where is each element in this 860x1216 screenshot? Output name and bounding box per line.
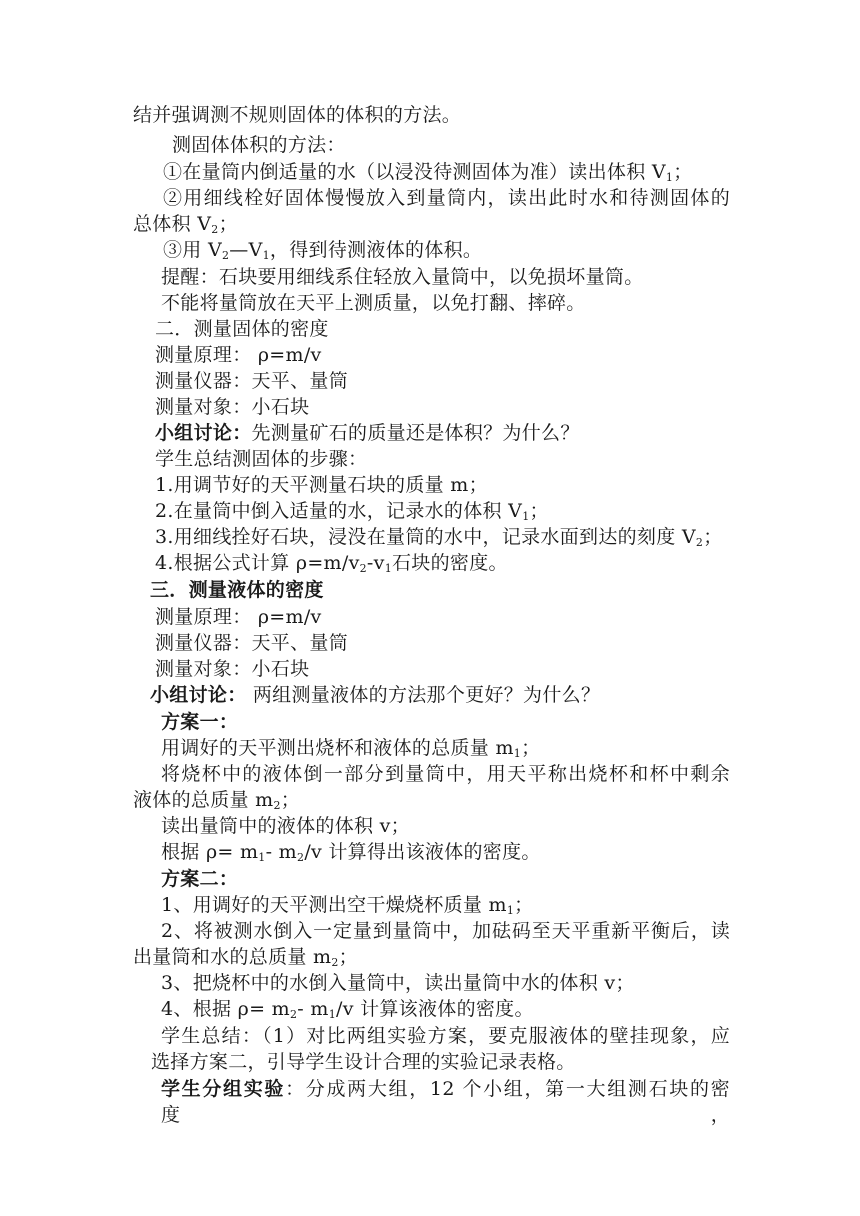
text-line [155,446,367,472]
text-segment: ，得到待测液体的体积。 [269,239,483,261]
text-segment: ； [280,789,301,811]
text-segment: ； [673,161,693,183]
text-line [161,996,534,1022]
text-segment: 1.用调节好的天平测量石块的质量 m； [155,474,488,496]
text-line [161,1023,730,1049]
text-line [155,524,723,550]
text-segment: 测固体体积的方法： [172,134,346,156]
subscript: 1 [522,510,530,523]
text-line [163,237,482,263]
text-segment: ②用细线栓好固体慢慢放入到量筒内，读出此时水和待测固体的 [163,187,730,209]
text-segment: /v 计算该液体的密度。 [336,998,534,1020]
text-segment: 不能将量筒放在天平上测质量，以免打翻、摔碎。 [161,292,586,314]
text-segment: 根据 ρ= m [161,841,259,863]
text-line [150,577,324,603]
subscript: 1 [513,747,522,760]
text-line [155,394,309,420]
text-segment: ； [529,500,549,522]
text-segment: 液体的总质量 m [133,789,274,811]
subscript: 1 [665,171,674,184]
subscript: 2 [331,956,339,969]
text-line [133,787,300,813]
text-line [155,550,508,576]
text-line [163,159,693,185]
text-line [155,368,348,394]
text-segment: 1、用调好的天平测出空干燥烧杯质量 m [161,894,507,916]
text-segment: 测量仪器：天平、量筒 [155,632,349,654]
text-segment: - m [297,998,329,1020]
text-segment: 测量原理： ρ=m/v [155,606,322,628]
text-segment: 测量对象：小石块 [155,396,310,418]
text-segment: 先测量矿石的质量还是体积？为什么？ [251,422,580,444]
text-segment: 学生总结：（1）对比两组实验方案，要克服液体的壁挂现象，应 [161,1025,730,1047]
text-line [161,970,635,996]
text-line [155,656,309,682]
text-segment: ①在量筒内倒适量的水（以浸没待测固体为准）读出体积 V [163,161,666,183]
subscript: 1 [328,1008,336,1021]
text-segment: 石块的密度。 [392,552,508,574]
bold-label: 三．测量液体的密度 [150,579,324,601]
text-segment: ：分成两大组，12 个小组，第一大组测石块的密度， [161,1078,730,1126]
subscript: 2 [695,536,704,549]
subscript: 1 [258,851,266,864]
text-segment: -v [366,552,385,574]
text-segment: 测量仪器：天平、量筒 [155,370,349,392]
text-line [133,102,461,128]
subscript: 2 [273,799,281,812]
text-segment: ； [703,526,723,548]
text-line [161,735,540,761]
text-segment: ； [521,737,541,759]
text-line [161,866,238,892]
text-segment: 测量原理： ρ=m/v [155,344,322,366]
text-segment: ③用 V [163,239,222,261]
text-segment: 结并强调测不规则固体的体积的方法。 [133,104,462,126]
bold-label: 方案二： [161,868,239,890]
text-line [161,1076,730,1128]
text-line [155,604,322,630]
subscript: 2 [359,562,367,575]
text-line [155,342,322,368]
bold-label: 学生分组实验 [161,1078,286,1100]
text-line [161,290,586,316]
subscript: 2 [221,249,230,262]
text-line [161,892,533,918]
text-line [161,813,410,839]
text-segment: 2.在量筒中倒入适量的水，记录水的体积 V [155,500,523,522]
subscript: 2 [211,223,219,236]
text-segment: 总体积 V [133,213,212,235]
text-segment: - m [265,841,297,863]
text-segment: 4.根据公式计算 ρ=m/v [155,552,360,574]
subscript: 1 [384,562,392,575]
text-segment: 提醒：石块要用细线系住轻放入量筒中，以免损坏量筒。 [161,266,644,288]
text-segment: ； [338,946,358,968]
text-segment: ； [218,213,238,235]
text-line [161,839,541,865]
text-line [151,1049,576,1075]
subscript: 1 [262,249,270,262]
text-line [172,132,346,158]
text-segment: 将烧杯中的液体倒一部分到量筒中，用天平称出烧杯和杯中剩余 [161,763,730,785]
text-segment: 用调好的天平测出烧杯和液体的总质量 m [161,737,514,759]
text-line [161,761,730,787]
bold-label: 方案一： [161,711,239,733]
subscript: 1 [506,904,515,917]
text-segment: 两组测量液体的方法那个更好？为什么？ [246,684,601,706]
text-line [163,185,730,211]
text-segment: 2、将被测水倒入一定量到量筒中，加砝码至天平重新平衡后，读 [161,920,730,942]
bold-label: 小组讨论： [155,422,252,444]
text-line [133,211,238,237]
text-segment: /v 计算得出该液体的密度。 [304,841,541,863]
text-line [161,709,238,735]
text-segment: 测量对象：小石块 [155,658,310,680]
text-segment: 3、把烧杯中的水倒入量筒中，读出量筒中水的体积 v； [161,972,635,994]
text-line [150,682,600,708]
text-line [155,316,329,342]
text-line [155,472,488,498]
text-line [161,918,730,944]
text-segment: 读出量筒中的液体的体积 v； [161,815,410,837]
subscript: 2 [297,851,305,864]
text-segment: —V [229,239,263,261]
text-segment: 3.用细线拴好石块，浸没在量筒的水中，记录水面到达的刻度 V [155,526,696,548]
text-segment: 4、根据 ρ= m [161,998,290,1020]
text-line [161,264,644,290]
text-line [155,420,580,446]
subscript: 2 [289,1008,298,1021]
text-line [133,944,358,970]
text-segment: 选择方案二，引导学生设计合理的实验记录表格。 [151,1051,576,1073]
text-line [155,498,549,524]
text-line [155,630,348,656]
text-segment: ； [514,894,534,916]
text-segment: 出量筒和水的总质量 m [133,946,332,968]
text-segment: 学生总结测固体的步骤： [155,448,368,470]
text-segment: 二．测量固体的密度 [155,318,329,340]
bold-label: 小组讨论： [150,684,247,706]
